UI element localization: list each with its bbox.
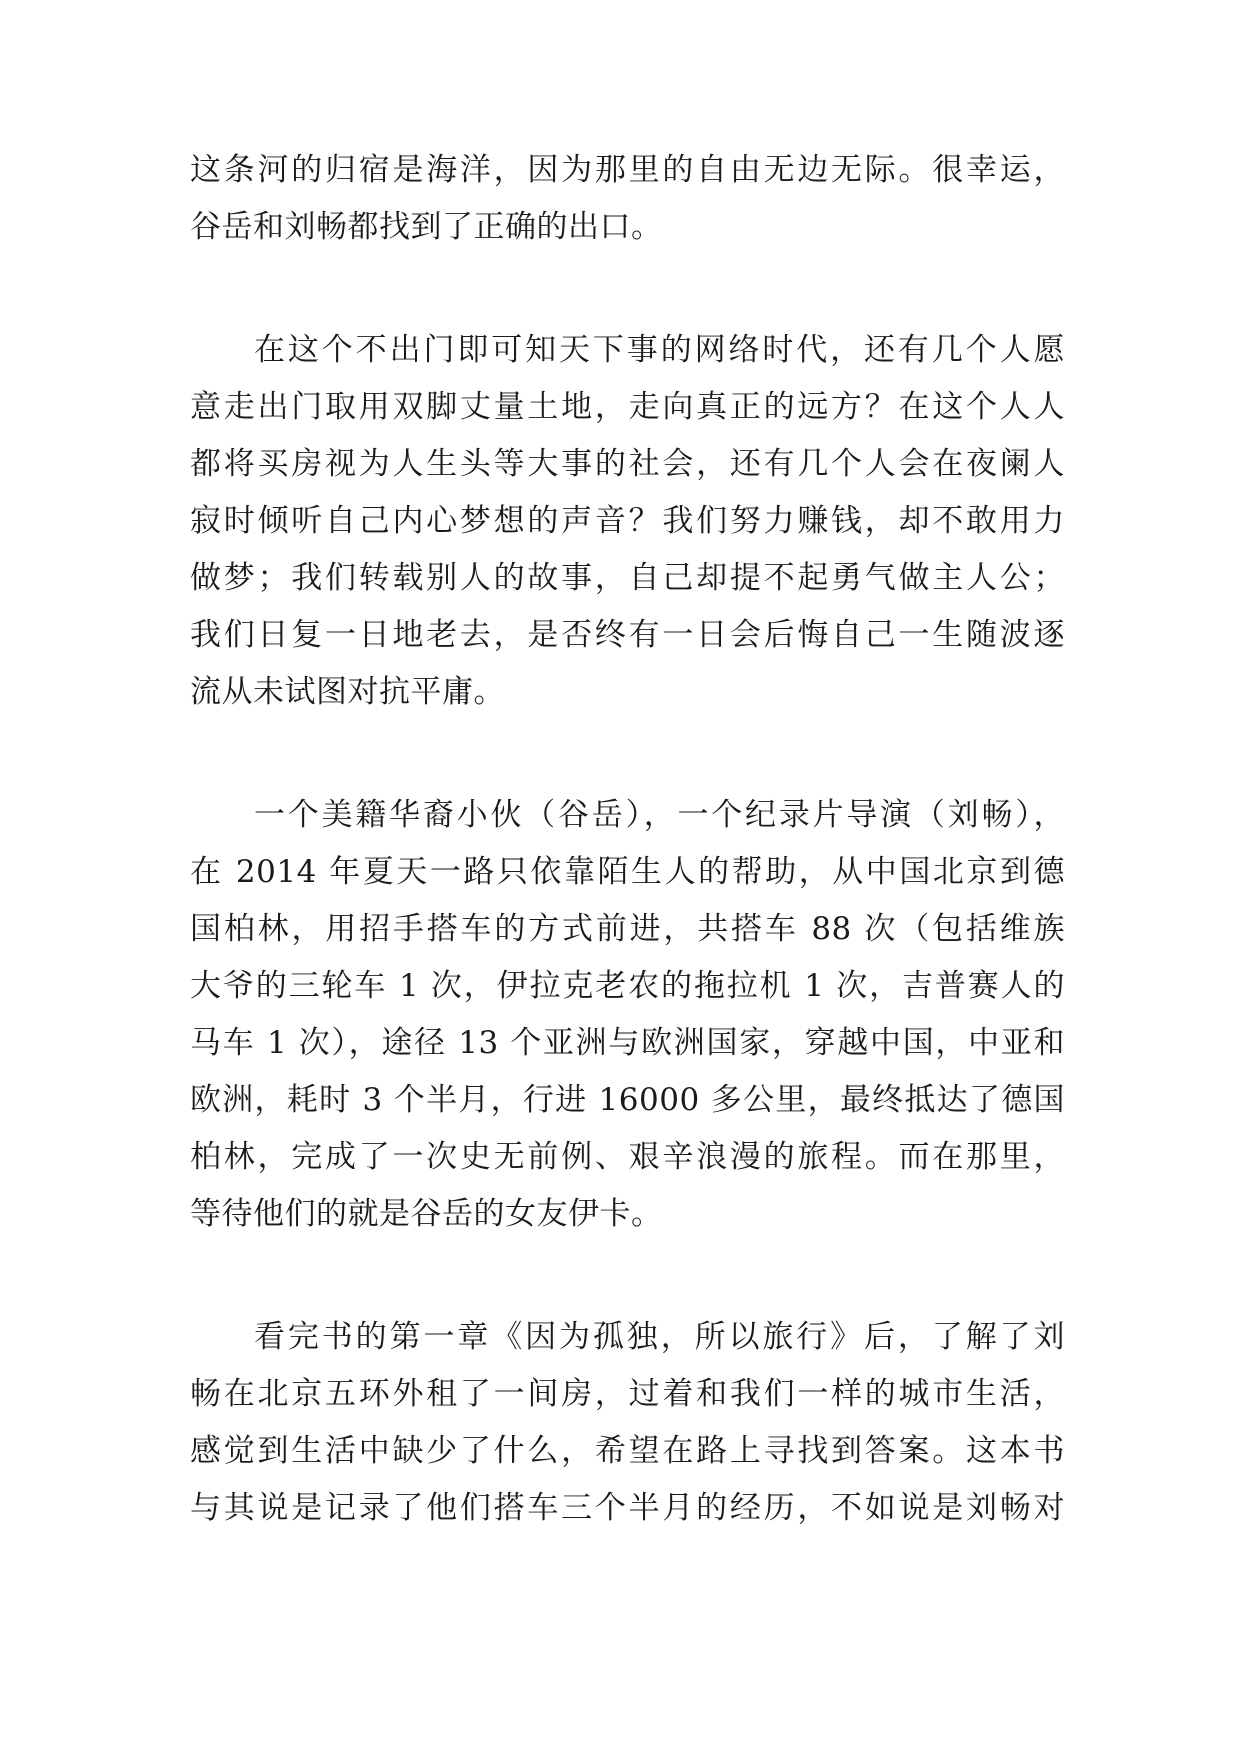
paragraph-3-line-8: 等待他们的就是谷岳的女友伊卡。 (190, 1196, 663, 1232)
paragraph-3-line-2: 在 2014 年夏天一路只依靠陌生人的帮助，从中国北京到德 (190, 854, 1065, 890)
paragraph-3-line-7: 柏林，完成了一次史无前例、艰辛浪漫的旅程。而在那里， (190, 1139, 1065, 1175)
paragraph-1-line-2: 谷岳和刘畅都找到了正确的出口。 (190, 209, 663, 245)
paragraph-2-line-1: 在这个不出门即可知天下事的网络时代，还有几个人愿 (254, 332, 1065, 368)
paragraph-4-line-4: 与其说是记录了他们搭车三个半月的经历，不如说是刘畅对 (190, 1490, 1065, 1526)
paragraph-4-line-2: 畅在北京五环外租了一间房，过着和我们一样的城市生活， (190, 1376, 1065, 1412)
paragraph-2-line-5: 做梦；我们转载别人的故事，自己却提不起勇气做主人公； (190, 560, 1065, 596)
paragraph-2-line-2: 意走出门取用双脚丈量土地，走向真正的远方？在这个人人 (190, 389, 1065, 425)
paragraph-3-line-5: 马车 1 次），途径 13 个亚洲与欧洲国家，穿越中国，中亚和 (190, 1025, 1065, 1061)
paragraph-3-line-6: 欧洲，耗时 3 个半月，行进 16000 多公里，最终抵达了德国 (190, 1082, 1065, 1118)
paragraph-2-line-4: 寂时倾听自己内心梦想的声音？我们努力赚钱，却不敢用力 (190, 503, 1065, 539)
paragraph-1-line-1: 这条河的归宿是海洋，因为那里的自由无边无际。很幸运， (190, 152, 1065, 188)
paragraph-4-line-3: 感觉到生活中缺少了什么，希望在路上寻找到答案。这本书 (190, 1433, 1065, 1469)
paragraph-4-line-1: 看完书的第一章《因为孤独，所以旅行》后，了解了刘 (254, 1319, 1065, 1355)
paragraph-2-line-6: 我们日复一日地老去，是否终有一日会后悔自己一生随波逐 (190, 617, 1065, 653)
paragraph-3-line-3: 国柏林，用招手搭车的方式前进，共搭车 88 次（包括维族 (190, 911, 1065, 947)
paragraph-3-line-4: 大爷的三轮车 1 次，伊拉克老农的拖拉机 1 次，吉普赛人的 (190, 968, 1065, 1004)
paragraph-2-line-7: 流从未试图对抗平庸。 (190, 674, 505, 710)
paragraph-2-line-3: 都将买房视为人生头等大事的社会，还有几个人会在夜阑人 (190, 446, 1065, 482)
paragraph-3-line-1: 一个美籍华裔小伙（谷岳），一个纪录片导演（刘畅）， (254, 797, 1065, 833)
